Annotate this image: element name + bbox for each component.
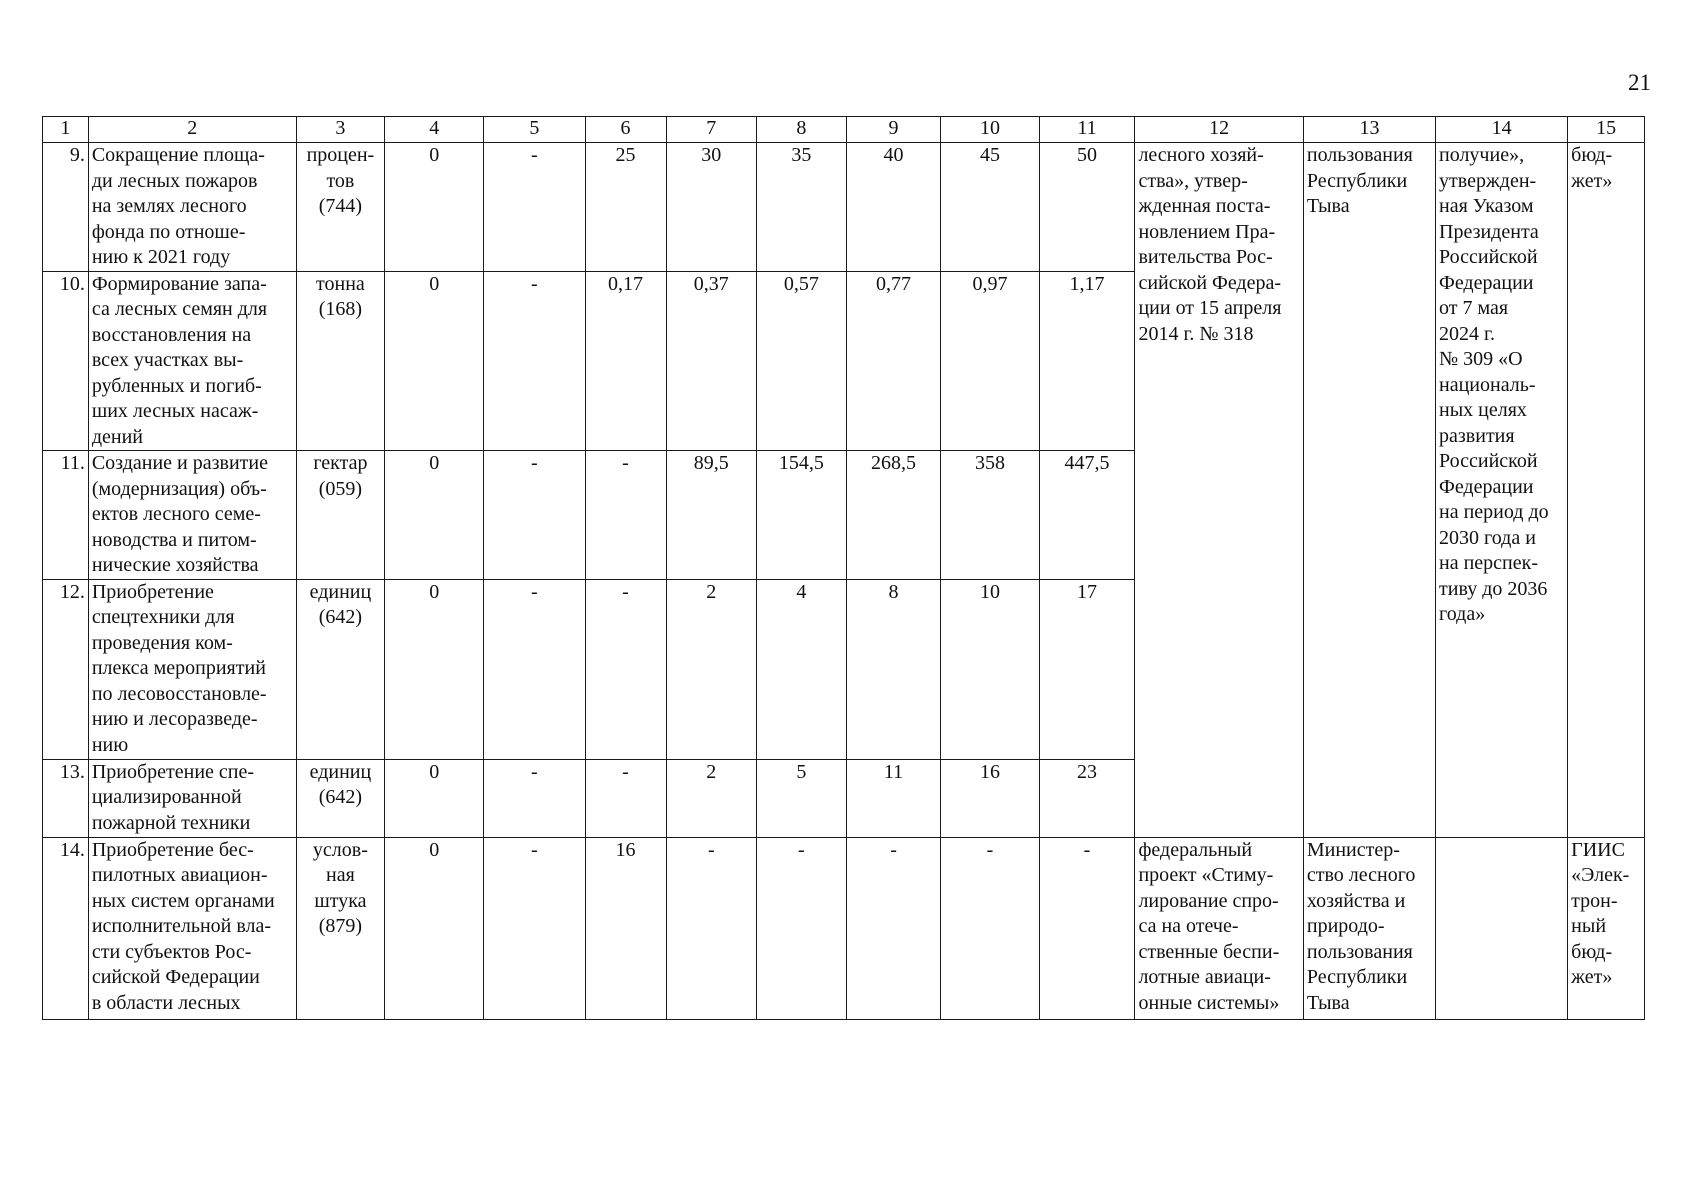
value-cell: - bbox=[484, 837, 585, 1019]
info-system-cell: бюд- жет» bbox=[1568, 143, 1645, 838]
value-cell: 10 bbox=[941, 579, 1039, 759]
value-cell: - bbox=[484, 271, 585, 451]
value-cell: 45 bbox=[941, 143, 1039, 272]
value-cell: 0,77 bbox=[846, 271, 941, 451]
unit-of-measure: тонна (168) bbox=[296, 271, 384, 451]
unit-of-measure: гектар (059) bbox=[296, 451, 384, 580]
indicators-table bbox=[42, 116, 1645, 1020]
national-goal-cell bbox=[1436, 837, 1568, 1019]
row-number: 14. bbox=[43, 837, 89, 1019]
column-number: 11 bbox=[1039, 117, 1135, 143]
value-cell: 40 bbox=[846, 143, 941, 272]
row-number: 12. bbox=[43, 579, 89, 759]
column-number: 4 bbox=[385, 117, 484, 143]
value-cell: - bbox=[757, 837, 847, 1019]
value-cell: 0,37 bbox=[666, 271, 757, 451]
column-number: 13 bbox=[1303, 117, 1435, 143]
value-cell: 16 bbox=[585, 837, 666, 1019]
page-number: 21 bbox=[1628, 70, 1651, 95]
value-cell: 4 bbox=[757, 579, 847, 759]
unit-of-measure: единиц (642) bbox=[296, 579, 384, 759]
value-cell: 154,5 bbox=[757, 451, 847, 580]
value-cell: 5 bbox=[757, 759, 847, 837]
value-cell: - bbox=[585, 579, 666, 759]
value-cell: 0 bbox=[385, 579, 484, 759]
column-number: 3 bbox=[296, 117, 384, 143]
value-cell: - bbox=[666, 837, 757, 1019]
table-row bbox=[43, 837, 1645, 1019]
table-header-row bbox=[43, 117, 1645, 143]
national-goal-cell: получие», утвержден- ная Указом Президента Российской Федерации от 7 мая 2024 г. № 309 «О националь- ных целях развития Российской Федерации на период до 2030 года и на перспек- тиву до 2036 года» bbox=[1436, 143, 1568, 838]
column-number: 1 bbox=[43, 117, 89, 143]
value-cell: 2 bbox=[666, 579, 757, 759]
value-cell: 0,57 bbox=[757, 271, 847, 451]
indicator-name: Сокращение площа- ди лесных пожаров на землях лесного фонда по отноше- нию к 2021 году bbox=[88, 143, 296, 272]
column-number: 6 bbox=[585, 117, 666, 143]
value-cell: - bbox=[484, 759, 585, 837]
value-cell: 0 bbox=[385, 271, 484, 451]
value-cell: 35 bbox=[757, 143, 847, 272]
value-cell: 0,17 bbox=[585, 271, 666, 451]
indicator-name: Приобретение спецтехники для проведения ком- плекса мероприятий по лесовосстановле- нию и лесоразведе- нию bbox=[88, 579, 296, 759]
value-cell: - bbox=[484, 143, 585, 272]
indicator-name: Формирование запа- са лесных семян для восстановления на всех участках вы- рубленных и погиб- ших лесных насаж- дений bbox=[88, 271, 296, 451]
responsible-executor-cell: Министер- ство лесного хозяйства и природо- пользования Республики Тыва bbox=[1303, 837, 1435, 1019]
value-cell: 50 bbox=[1039, 143, 1135, 272]
value-cell: 17 bbox=[1039, 579, 1135, 759]
column-number: 9 bbox=[846, 117, 941, 143]
responsible-executor-cell: пользования Республики Тыва bbox=[1303, 143, 1435, 838]
column-number: 5 bbox=[484, 117, 585, 143]
value-cell: 0 bbox=[385, 143, 484, 272]
indicator-name: Создание и развитие (модернизация) объ- ектов лесного семе- новодства и питом- нические хозяйства bbox=[88, 451, 296, 580]
value-cell: 0 bbox=[385, 451, 484, 580]
info-system-cell: ГИИС «Элек- трон- ный бюд- жет» bbox=[1568, 837, 1645, 1019]
value-cell: 11 bbox=[846, 759, 941, 837]
unit-of-measure: единиц (642) bbox=[296, 759, 384, 837]
column-number: 14 bbox=[1436, 117, 1568, 143]
value-cell: 16 bbox=[941, 759, 1039, 837]
row-number: 13. bbox=[43, 759, 89, 837]
value-cell: 2 bbox=[666, 759, 757, 837]
column-number: 12 bbox=[1135, 117, 1303, 143]
value-cell: - bbox=[941, 837, 1039, 1019]
value-cell: 358 bbox=[941, 451, 1039, 580]
value-cell: - bbox=[846, 837, 941, 1019]
value-cell: 268,5 bbox=[846, 451, 941, 580]
unit-of-measure: процен- тов (744) bbox=[296, 143, 384, 272]
value-cell: 30 bbox=[666, 143, 757, 272]
table-row bbox=[43, 143, 1645, 272]
indicator-name: Приобретение спе- циализированной пожарной техники bbox=[88, 759, 296, 837]
value-cell: - bbox=[585, 759, 666, 837]
value-cell: 0 bbox=[385, 759, 484, 837]
column-number: 2 bbox=[88, 117, 296, 143]
value-cell: 8 bbox=[846, 579, 941, 759]
value-cell: 1,17 bbox=[1039, 271, 1135, 451]
value-cell: 25 bbox=[585, 143, 666, 272]
column-number: 10 bbox=[941, 117, 1039, 143]
value-cell: - bbox=[1039, 837, 1135, 1019]
row-number: 9. bbox=[43, 143, 89, 272]
indicator-name: Приобретение бес- пилотных авиацион- ных систем органами исполнительной вла- сти субъектов Рос- сийской Федерации в области лесных bbox=[88, 837, 296, 1019]
program-document-cell: лесного хозяй- ства», утвер- жденная поста- новлением Пра- вительства Рос- сийской Федера- ции от 15 апреля 2014 г. № 318 bbox=[1135, 143, 1303, 838]
value-cell: - bbox=[585, 451, 666, 580]
value-cell: - bbox=[484, 451, 585, 580]
program-document-cell: федеральный проект «Стиму- лирование спро- са на отече- ственные беспи- лотные авиаци- онные системы» bbox=[1135, 837, 1303, 1019]
column-number: 8 bbox=[757, 117, 847, 143]
column-number: 7 bbox=[666, 117, 757, 143]
column-number: 15 bbox=[1568, 117, 1645, 143]
value-cell: 0 bbox=[385, 837, 484, 1019]
value-cell: 23 bbox=[1039, 759, 1135, 837]
value-cell: 0,97 bbox=[941, 271, 1039, 451]
value-cell: 89,5 bbox=[666, 451, 757, 580]
value-cell: - bbox=[484, 579, 585, 759]
unit-of-measure: услов- ная штука (879) bbox=[296, 837, 384, 1019]
row-number: 11. bbox=[43, 451, 89, 580]
value-cell: 447,5 bbox=[1039, 451, 1135, 580]
row-number: 10. bbox=[43, 271, 89, 451]
